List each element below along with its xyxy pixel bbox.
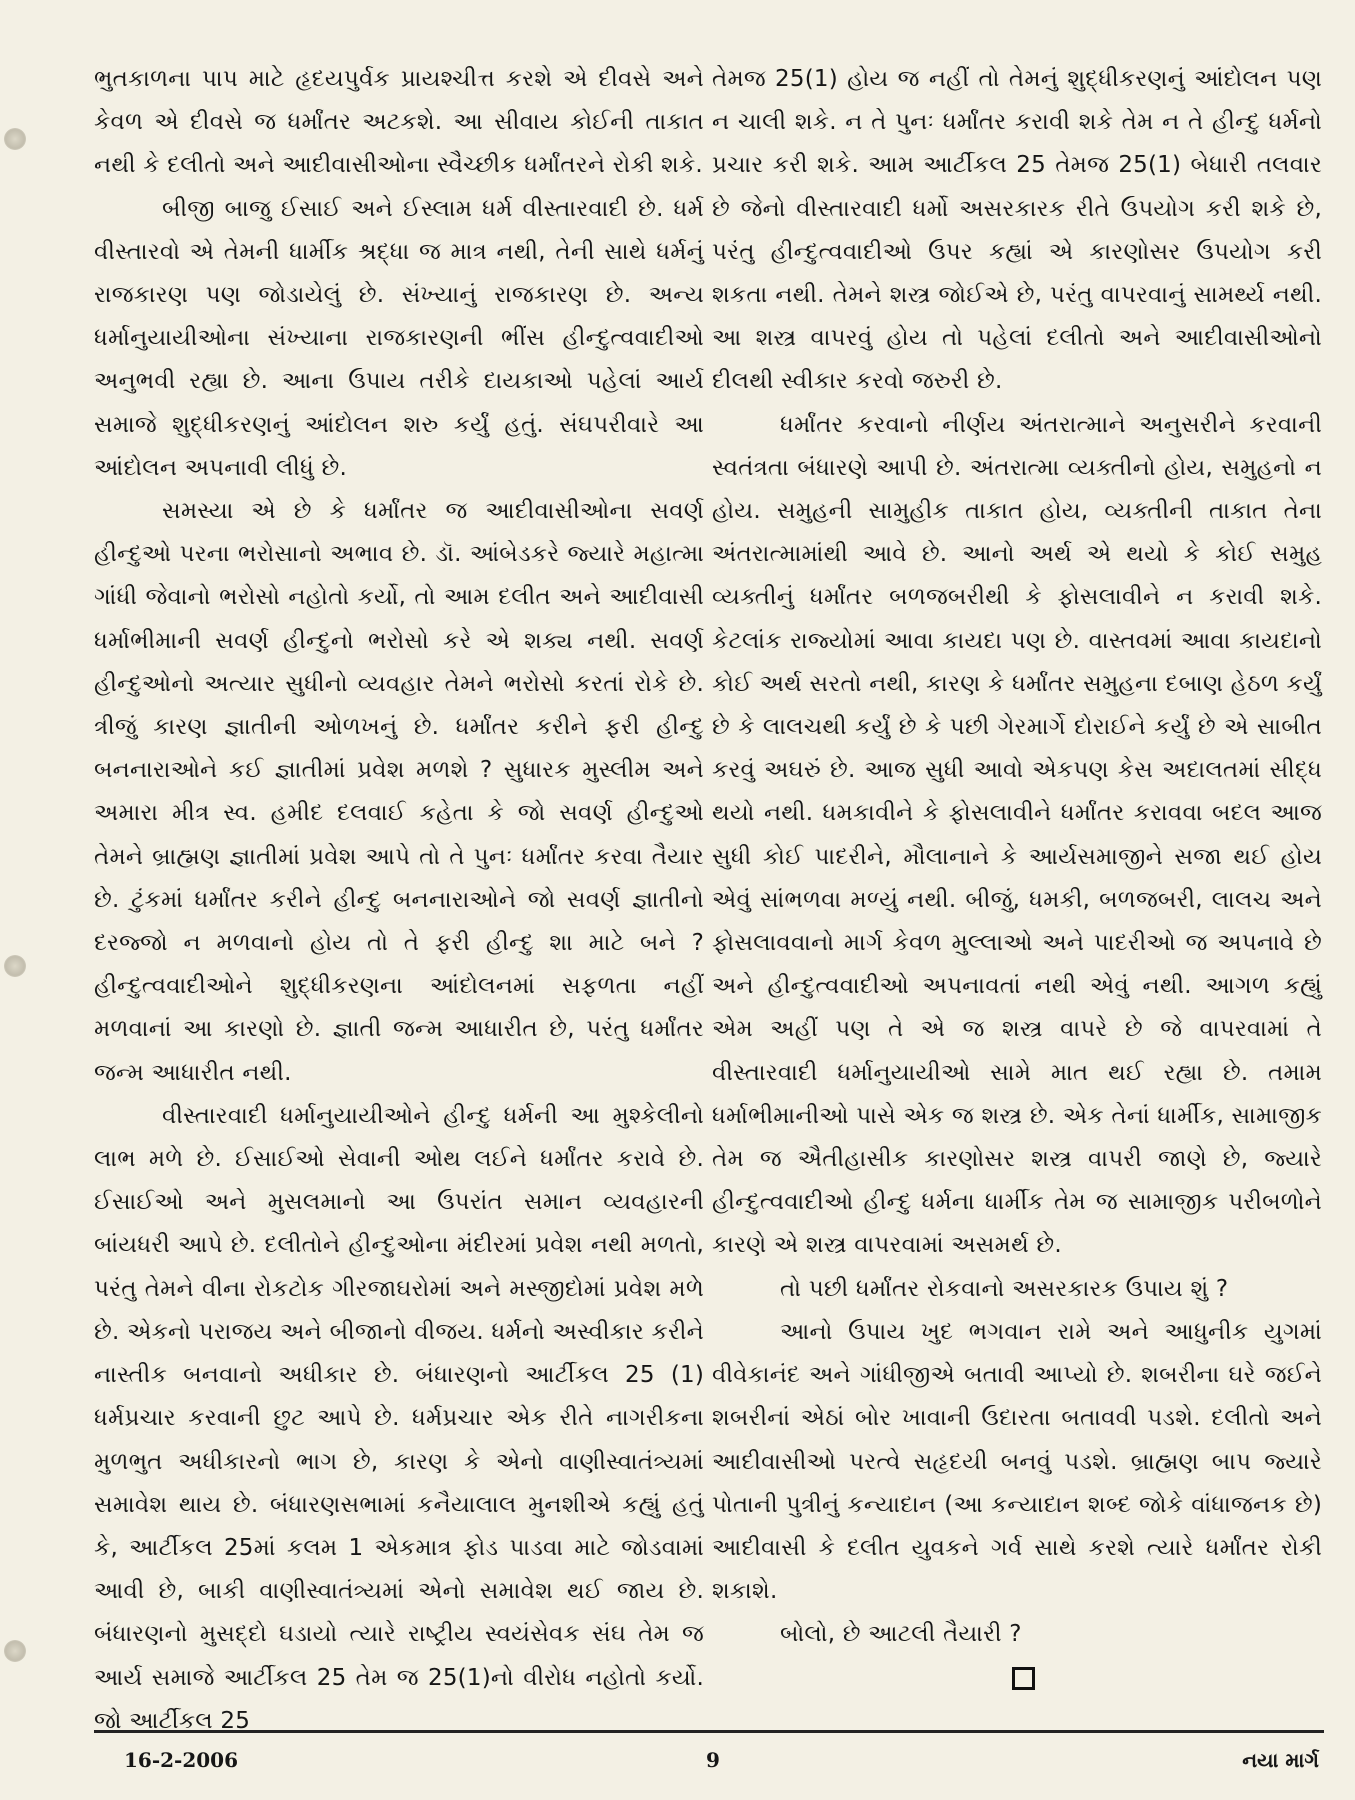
binder-hole — [4, 955, 26, 977]
paragraph: આનો ઉપાય ખુદ ભગવાન રામે અને આધુનીક યુગમાં વીવેકાનંદ અને ગાંધીજીએ બતાવી આપ્યો છે. શબરીના ઘરે જઈને શબરીનાં એઠાં બોર ખાવાની ઉદારતા બતાવવી પડશે. દલીતો અને આદીવાસીઓ પરત્વે સહૃદયી બનવું પડશે. બ્રાહ્મણ બાપ જ્યારે પોતાની પુત્રીનું કન્યાદાન (આ કન્યાદાન શબ્દ જોકે વાંધાજનક છે) આદીવાસી કે દલીત યુવકને ગર્વ સાથે કરશે ત્યારે ધર્માંતર રોકી શકાશે. — [712, 1318, 1322, 1605]
paragraph: ધર્માંતર કરવાનો નીર્ણય અંતરાત્માને અનુસરીને કરવાની સ્વતંત્રતા બંધારણે આપી છે. અંતરાત્મા વ્યક્તીનો હોય, સમુહનો ન હોય. સમુહની સામુહીક તાકાત હોય, વ્યક્તીની તાકાત તેના અંતરાત્મામાંથી આવે છે. આનો અર્થ એ થયો કે કોઈ સમુહ વ્યક્તીનું ધર્માંતર બળજબરીથી કે ફોસલાવીને ન કરાવી શકે. કેટલાંક રાજ્યોમાં આવા કાયદા પણ છે. વાસ્તવમાં આવા કાયદાનો કોઈ અર્થ સરતો નથી, કારણ કે ધર્માંતર સમુહના દબાણ હેઠળ કર્યું છે કે લાલચથી કર્યું છે કે પછી ગેરમાર્ગે દોરાઈને કર્યું છે એ સાબીત કરવું અઘરું છે. આજ સુધી આવો એકપણ કેસ અદાલતમાં સીદ્ધ થયો નથી. ધમકાવીને કે ફોસલાવીને ધર્માંતર કરાવવા બદલ આજ સુધી કોઈ પાદરીને, મૌલાનાને કે આર્યસમાજીને સજા થઈ હોય એવું સાંભળવા મળ્યું નથી. બીજું, ધમકી, બળજબરી, લાલચ અને ફોસલાવવાનો માર્ગ કેવળ મુલ્લાઓ અને પાદરીઓ જ અપનાવે છે અને હીન્દુત્વવાદીઓ અપનાવતાં નથી એવું નથી. આગળ કહ્યું એમ અહીં પણ તે એ જ શસ્ત્ર વાપરે છે જે વાપરવામાં તે વીસ્તારવાદી ધર્માનુયાયીઓ સામે માત થઈ રહ્યા છે. તમામ ધર્માભીમાનીઓ પાસે એક જ શસ્ત્ર છે. એક તેનાં ધાર્મીક, સામાજીક તેમ જ ઐતીહાસીક કારણોસર શસ્ત્ર વાપરી જાણે છે, જ્યારે હીન્દુત્વવાદીઓ હીન્દુ ધર્મના ધાર્મીક તેમ જ સામાજીક પરીબળોને કારણે એ શસ્ત્ર વાપરવામાં અસમર્થ છે. — [712, 411, 1322, 1259]
paragraph: વીસ્તારવાદી ધર્માનુયાયીઓને હીન્દુ ધર્મની આ મુશ્કેલીનો લાભ મળે છે. ઈસાઈઓ સેવાની ઓથ લઈને ધર્માંતર કરાવે છે. ઈસાઈઓ અને મુસલમાનો આ ઉપરાંત સમાન વ્યવહારની બાંયધરી આપે છે. દલીતોને હીન્દુઓના મંદીરમાં પ્રવેશ નથી મળતો, પરંતુ તેમને વીના રોકટોક ગીરજાઘરોમાં અને મસ્જીદોમાં પ્રવેશ મળે છે. એકનો પરાજય અને બીજાનો વીજય. ધર્મનો અસ્વીકાર કરીને નાસ્તીક બનવાનો અધીકાર છે. બંધારણનો આર્ટીકલ 25 (1) ધર્મપ્રચાર કરવાની છુટ આપે છે. ધર્મપ્રચાર એક રીતે નાગરીકના મુળભુત અધીકારનો ભાગ છે, કારણ કે એનો વાણીસ્વાતંત્ર્યમાં સમાવેશ થાય છે. બંધારણસભામાં કનૈયાલાલ મુનશીએ કહ્યું હતું કે, આર્ટીકલ 25માં કલમ 1 એકમાત્ર ફોડ પાડવા માટે જોડવામાં આવી છે, બાકી વાણીસ્વાતંત્ર્યમાં એનો સમાવેશ થઈ જાય છે. બંધારણનો મુસદ્દો ઘડાયો ત્યારે રાષ્ટ્રીય સ્વયંસેવક સંઘ તેમ જ આર્ય સમાજે આર્ટીકલ 25 તેમ જ 25(1)નો વીરોધ નહોતો કર્યો. જો આર્ટીકલ 25 — [94, 1102, 704, 1734]
binder-hole — [4, 1640, 26, 1662]
paragraph: સમસ્યા એ છે કે ધર્માંતર જ આદીવાસીઓના સવર્ણ હીન્દુઓ પરના ભરોસાનો અભાવ છે. ડૉ. આંબેડકરે જ્યારે મહાત્મા ગાંધી જેવાનો ભરોસો નહોતો કર્યો, તો આમ દલીત અને આદીવાસી ધર્માભીમાની સવર્ણ હીન્દુનો ભરોસો કરે એ શક્ય નથી. સવર્ણ હીન્દુઓનો અત્યાર સુધીનો વ્યવહાર તેમને ભરોસો કરતાં રોકે છે. ત્રીજું કારણ જ્ઞાતીની ઓળખનું છે. ધર્માંતર કરીને ફરી હીન્દુ બનનારાઓને કઈ જ્ઞાતીમાં પ્રવેશ મળશે ? સુધારક મુસ્લીમ અને અમારા મીત્ર સ્વ. હમીદ દલવાઈ કહેતા કે જો સવર્ણ હીન્દુઓ તેમને બ્રાહ્મણ જ્ઞાતીમાં પ્રવેશ આપે તો તે પુનઃ ધર્માંતર કરવા તૈયાર છે. ટુંકમાં ધર્માંતર કરીને હીન્દુ બનનારાઓને જો સવર્ણ જ્ઞાતીનો દરજ્જો ન મળવાનો હોય તો તે ફરી હીન્દુ શા માટે બને ? હીન્દુત્વવાદીઓને શુદ્ધીકરણના આંદોલનમાં સફળતા નહીં મળવાનાં આ કારણો છે. જ્ઞાતી જન્મ આધારીત છે, પરંતુ ધર્માંતર જન્મ આધારીત નથી. — [94, 498, 704, 1086]
footer-rule — [94, 1730, 1324, 1733]
closing-line: બોલો, છે આટલી તૈયારી ? — [780, 1621, 1022, 1648]
publication-name: નયા માર્ગ — [1242, 1748, 1319, 1772]
page-number: 9 — [706, 1748, 720, 1772]
footer-date: 16-2-2006 — [124, 1748, 239, 1772]
paragraph: ભુતકાળના પાપ માટે હૃદયપુર્વક પ્રાયશ્ચીત્ત કરશે એ દીવસે અને કેવળ એ દીવસે જ ધર્માંતર અટકશે. આ સીવાય કોઈની તાકાત નથી કે દલીતો અને આદીવાસીઓના સ્વૈચ્છીક ધર્માંતરને રોકી શકે. — [94, 66, 704, 179]
paragraph: તેમજ 25(1) હોય જ નહીં તો તેમનું શુદ્ધીકરણનું આંદોલન પણ ન ચાલી શકે. ન તે પુનઃ ધર્માંતર કરાવી શકે તેમ ન તે હીન્દુ ધર્મનો પ્રચાર કરી શકે. આમ આર્ટીકલ 25 તેમજ 25(1) બેધારી તલવાર છે જેનો વીસ્તારવાદી ધર્મો અસરકારક રીતે ઉપયોગ કરી શકે છે, પરંતુ હીન્દુત્વવાદીઓ ઉપર કહ્યાં એ કારણોસર ઉપયોગ કરી શકતા નથી. તેમને શસ્ત્ર જોઈએ છે, પરંતુ વાપરવાનું સામર્થ્ય નથી. આ શસ્ત્ર વાપરવું હોય તો પહેલાં દલીતો અને આદીવાસીઓનો દીલથી સ્વીકાર કરવો જરુરી છે. — [712, 66, 1322, 395]
article-left-column — [94, 58, 704, 1743]
paragraph: બીજી બાજુ ઈસાઈ અને ઈસ્લામ ધર્મ વીસ્તારવાદી છે. ધર્મ વીસ્તારવો એ તેમની ધાર્મીક શ્રદ્ધા જ માત્ર નથી, તેની સાથે ધર્મનું રાજકારણ પણ જોડાયેલું છે. સંખ્યાનું રાજકારણ છે. અન્ય ધર્માનુયાયીઓના સંખ્યાના રાજકારણની ભીંસ હીન્દુત્વવાદીઓ અનુભવી રહ્યા છે. આના ઉપાય તરીકે દાયકાઓ પહેલાં આર્ય સમાજે શુદ્ધીકરણનું આંદોલન શરુ કર્યું હતું. સંઘપરીવારે આ આંદોલન અપનાવી લીધું છે. — [94, 195, 704, 481]
question-line: તો પછી ધર્માંતર રોકવાનો અસરકારક ઉપાય શું ? — [780, 1275, 1229, 1302]
end-of-article-mark — [1012, 1667, 1035, 1690]
article-right-column — [712, 58, 1322, 1690]
binder-hole — [4, 128, 26, 150]
